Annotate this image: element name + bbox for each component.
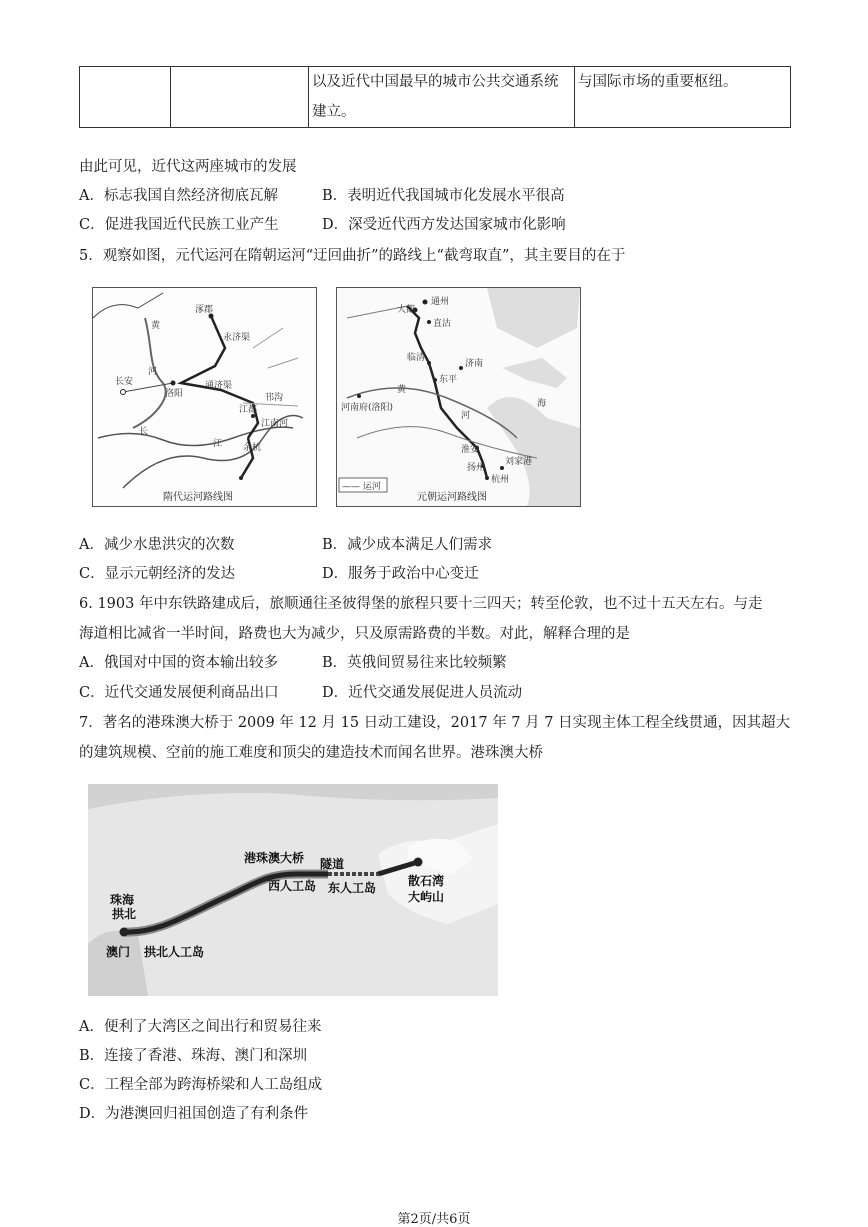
q5-option-c[interactable]: C．显示元朝经济的发达	[79, 566, 236, 582]
map-label: 东平	[439, 375, 458, 385]
q5-option-b[interactable]: B．减少成本满足人们需求	[322, 537, 493, 553]
q7-option-b[interactable]: B．连接了香港、珠海、澳门和深圳	[79, 1048, 308, 1064]
map-label-gongbei: 拱北	[112, 907, 137, 921]
map-label: 临清	[407, 353, 426, 363]
map-label: 江	[213, 439, 223, 449]
q4-option-c[interactable]: C．促进我国近代民族工业产生	[79, 217, 279, 233]
map-label: 邗沟	[265, 393, 284, 403]
hzmb-map	[88, 784, 498, 996]
q6-stem-line2: 海道相比减省一半时间，路费也大为减少，只及原需路费的半数。对此，解释合理的是	[79, 626, 630, 642]
map-label-tunnel: 隧道	[320, 857, 345, 871]
q6-stem-line1: 6. 1903 年中东铁路建成后，旅顺通往圣彼得堡的旅程只要十三四天；转至伦敦，也不过十五天左右。与走	[79, 596, 763, 612]
map-label: 余杭	[243, 443, 262, 453]
map-caption: 隋代运河路线图	[163, 492, 233, 503]
q6-option-c[interactable]: C．近代交通发展便利商品出口	[79, 685, 279, 701]
map-caption: 元朝运河路线图	[417, 492, 487, 503]
map-label-bridge: 港珠澳大桥	[244, 851, 305, 865]
map-label: 扬州	[467, 463, 486, 473]
q7-stem-line2: 的建筑规模、空前的施工难度和顶尖的建造技术而闻名世界。港珠澳大桥	[79, 745, 543, 761]
q7-option-d[interactable]: D．为港澳回归祖国创造了有利条件	[79, 1106, 309, 1122]
map-label: 黄	[397, 385, 407, 395]
map-label-macau: 澳门	[106, 945, 131, 959]
map-label: 济南	[465, 359, 484, 369]
q5-option-d[interactable]: D．服务于政治中心变迁	[322, 566, 479, 582]
map-label: 刘家港	[505, 457, 533, 467]
q4-option-b[interactable]: B．表明近代我国城市化发展水平很高	[322, 188, 565, 204]
table-cell	[171, 67, 309, 128]
map-label: 洛阳	[165, 389, 184, 399]
map-label: 河	[461, 411, 471, 421]
q4-option-a[interactable]: A．标志我国自然经济彻底瓦解	[79, 188, 278, 204]
map-legend: —— 运河	[342, 482, 381, 492]
map-label: 通济渠	[205, 381, 233, 391]
q4-option-d[interactable]: D．深受近代西方发达国家城市化影响	[322, 217, 566, 233]
map-label: 直沽	[433, 319, 452, 329]
map-label: 长	[139, 427, 149, 437]
yuan-canal-map	[336, 287, 581, 507]
map-label: 通州	[431, 297, 450, 307]
table-cell	[80, 67, 171, 128]
map-label: 涿郡	[195, 305, 214, 315]
map-label: 河	[148, 367, 158, 377]
map-label: 海	[537, 399, 547, 409]
map-label: 江都	[239, 405, 258, 415]
map-label: 黄	[151, 321, 161, 331]
table-row	[80, 67, 791, 128]
map-label-west-island: 西人工岛	[268, 879, 317, 893]
table-cell: 以及近代中国最早的城市公共交通系统建立。	[309, 67, 575, 128]
q7-option-a[interactable]: A．便利了大湾区之间出行和贸易往来	[79, 1019, 322, 1035]
map-label: 江南河	[261, 419, 289, 429]
table-cell: 与国际市场的重要枢纽。	[575, 67, 791, 128]
map-label: 永济渠	[223, 333, 251, 343]
map-label-dayushan: 大屿山	[408, 890, 445, 904]
q6-option-b[interactable]: B．英俄间贸易往来比较频繁	[322, 655, 507, 671]
map-label: 杭州	[491, 475, 510, 485]
sui-canal-map	[92, 287, 317, 507]
map-label-zhuhai: 珠海	[110, 893, 135, 907]
q5-option-a[interactable]: A．减少水患洪灾的次数	[79, 537, 235, 553]
map-label-gongbei-island: 拱北人工岛	[144, 945, 205, 959]
q6-option-a[interactable]: A．俄国对中国的资本输出较多	[79, 655, 278, 671]
map-label: 河南府(洛阳)	[341, 403, 394, 413]
map-label-sanshiwan: 散石湾	[408, 874, 445, 888]
q5-stem: 5．观察如图，元代运河在隋朝运河“迂回曲折”的路线上“截弯取直”，其主要目的在于	[79, 248, 626, 264]
map-label: 大都	[397, 305, 416, 315]
q6-option-d[interactable]: D．近代交通发展促进人员流动	[322, 685, 523, 701]
map-label: 淮安	[461, 445, 480, 455]
continuation-table	[79, 66, 791, 128]
map-label: 长安	[115, 377, 134, 387]
map-label-east-island: 东人工岛	[328, 881, 377, 895]
q7-option-c[interactable]: C．工程全部为跨海桥梁和人工岛组成	[79, 1077, 323, 1093]
page-footer: 第2页/共6页	[397, 1212, 471, 1227]
q7-stem-line1: 7．著名的港珠澳大桥于 2009 年 12 月 15 日动工建设，2017 年 7 月 7 日实现主体工程全线贯通，因其超大	[79, 715, 791, 731]
q4-stem: 由此可见，近代这两座城市的发展	[79, 159, 297, 175]
